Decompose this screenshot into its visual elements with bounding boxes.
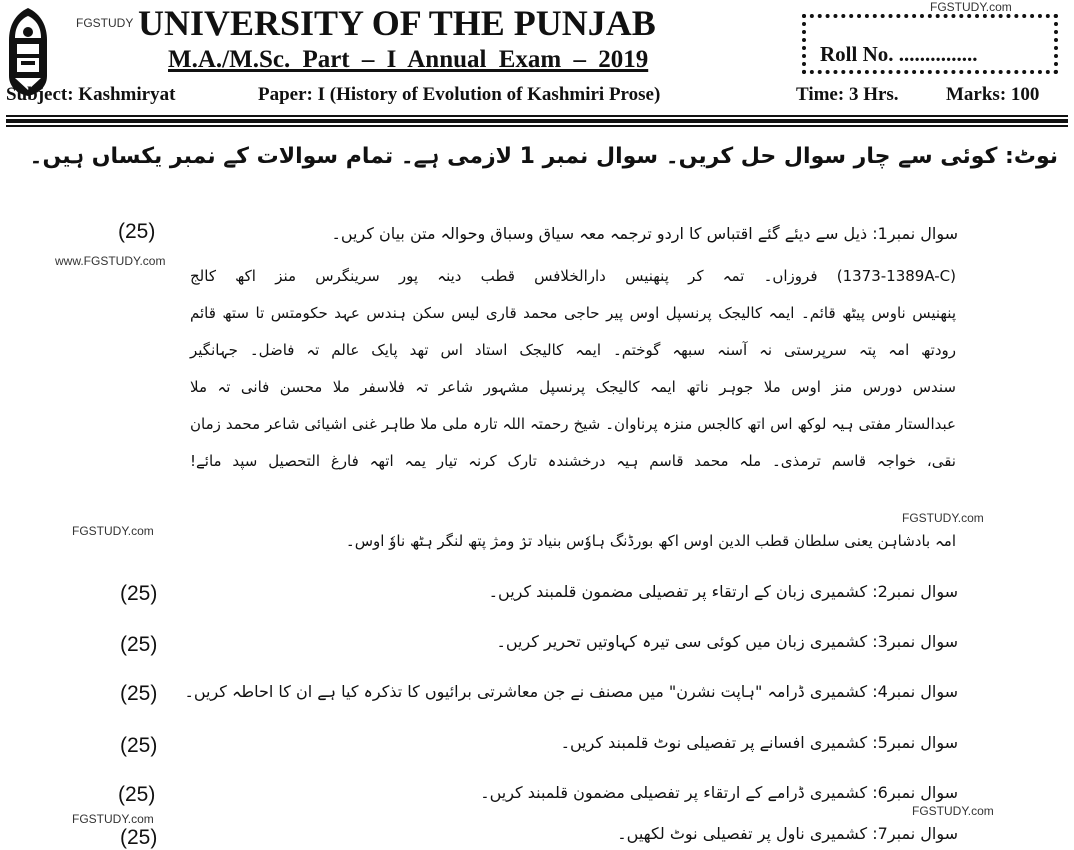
watermark: FGSTUDY: [76, 16, 134, 30]
question-2-marks: (25): [120, 582, 158, 605]
question-2: سوال نمبر2: کشمیری زبان کے ارتقاء پر تفصیلی مضمون قلمبند کریں۔: [488, 582, 958, 601]
question-5: سوال نمبر5: کشمیری افسانے پر تفصیلی نوٹ قلمبند کریں۔: [560, 733, 958, 752]
question-3-marks: (25): [120, 633, 158, 656]
passage-line: پنھنیس ناوس پیٹھ قائم۔ ایمہ کالیجک پرنسپل اوس پیر حاجی محمد قاری لیس سکن ہندس عہد حکومتس تا ستھ قائم: [190, 304, 956, 322]
passage-line: سندس دورس منز اوس ملا جوہر ناتھ ایمہ کالیجک پرنسپل مشہور شاعر تہ فلاسفر ملا محسن فانی تہ ملا: [190, 378, 956, 396]
time-label: Time: 3 Hrs.: [796, 84, 899, 105]
header-divider: [6, 125, 1068, 127]
question-5-marks: (25): [120, 734, 158, 757]
passage-line: امہ بادشاہن یعنی سلطان قطب الدین اوس اکھ بورڈنگ ہاوٗس بنیاد ترٛ ومژ پتھ لنگر ہٹھ ناوٗ اوس۔: [345, 532, 956, 550]
passage-line: نقی، خواجہ قاسم ترمذی۔ ملہ محمد قاسم ہیہ درخشندہ تارک کرنہ تیار یمہ اتھہ فارغ التحصیل سپد مائے!: [190, 452, 956, 470]
question-7: سوال نمبر7: کشمیری ناول پر تفصیلی نوٹ لکھیں۔: [617, 824, 958, 843]
passage-line: (1373-1389A-C) فروزاں۔ تمہ کر پنھنیس دارالخلافس قطب دینہ پور سرینگرس منز اکھ کالج: [190, 267, 956, 285]
watermark: www.FGSTUDY.com: [55, 254, 166, 268]
question-6: سوال نمبر6: کشمیری ڈرامے کے ارتقاء پر تفصیلی مضمون قلمبند کریں۔: [480, 783, 958, 802]
question-4: سوال نمبر4: کشمیری ڈرامہ "ہاپت نشرن" میں مصنف نے جن معاشرتی برائیوں کا تذکرہ کیا ہے ان کا احاطہ کریں۔: [184, 682, 958, 701]
passage-line: عبدالستار مفتی ہیہ لوکھ اس اتھ کالجس منزہ پرناوان۔ شیخ رحمتہ اللہ تارہ ملی ملا طاہر غنی اشیائی شاعر محمد زمان: [190, 415, 956, 433]
subject-label: Subject: Kashmiryat: [6, 84, 176, 105]
passage-line: رودتھ امہ پتہ سرپرستی نہ آسنہ سبھہ گوختم۔ ایمہ کالیجک استاد اس تھد پایک عالم تہ فاضل۔ جہانگیر: [190, 341, 956, 359]
question-1: سوال نمبر1: ذیل سے دیئے گئے اقتباس کا اردو ترجمہ معہ سیاق وسباق وحوالہ متن بیان کریں۔: [331, 224, 958, 243]
watermark: FGSTUDY.com: [930, 0, 1012, 14]
question-4-marks: (25): [120, 682, 158, 705]
university-title: UNIVERSITY OF THE PUNJAB: [138, 3, 656, 43]
question-3: سوال نمبر3: کشمیری زبان میں کوئی سی تیرہ کہاوتیں تحریر کریں۔: [496, 632, 958, 651]
roll-number-box: [802, 14, 1058, 74]
marks-label: Marks: 100: [946, 84, 1040, 105]
watermark: FGSTUDY.com: [72, 812, 154, 826]
roll-number-label: Roll No. ...............: [820, 42, 978, 66]
question-7-marks: (25): [120, 826, 158, 849]
instructions-note: نوٹ: کوئی سے چار سوال حل کریں۔ سوال نمبر 1 لازمی ہے۔ تمام سوالات کے نمبر یکساں ہیں۔: [29, 144, 1058, 169]
watermark: FGSTUDY.com: [912, 804, 994, 818]
header-divider: [6, 119, 1068, 123]
exam-title: M.A./M.Sc. Part – I Annual Exam – 2019: [168, 46, 649, 73]
watermark: FGSTUDY.com: [902, 511, 984, 525]
question-6-marks: (25): [118, 783, 156, 806]
question-1-marks: (25): [118, 220, 156, 243]
watermark: FGSTUDY.com: [72, 524, 154, 538]
header-divider: [6, 115, 1068, 117]
paper-label: Paper: I (History of Evolution of Kashmiri Prose): [258, 84, 661, 105]
